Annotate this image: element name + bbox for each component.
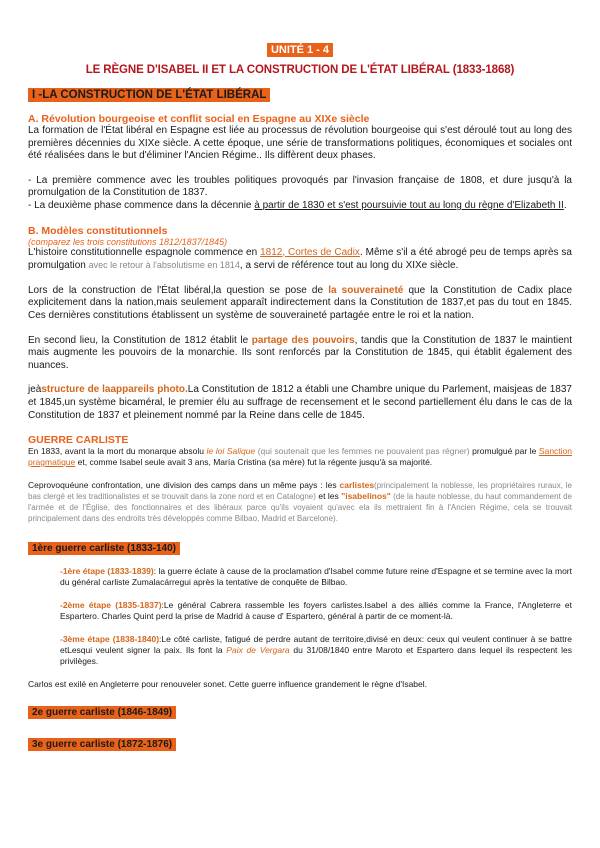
carlistes-term: carlistes	[339, 480, 375, 491]
cortes-cadix-link[interactable]: 1812, Cortes de Cadix	[260, 246, 360, 258]
subsection-b-paragraph-1: L'histoire constitutionnelle espagnole commence en 1812, Cortes de Cadix. Même s'il a été abrogé peu de temps après sa promulgation avec le retour à l'absolutisme en 1814, a servi de référence tout au long du XIXe siècle.	[28, 246, 572, 272]
section-heading-1: I -LA CONSTRUCTION DE L'ÉTAT LIBÉRAL	[28, 88, 270, 102]
isabelinos-term: "isabelinos"	[341, 491, 391, 502]
subsection-b-paragraph-4: jeàstructure de laappareils photo.La Constitution de 1812 a établi une Chambre unique du Parlement, maisjeas de 1837 et 1845,un système bicaméral, le premier élu au suffrage de recensement et le second partiellement élu dans le cas de la Constitution de 1837 et pleinement nommé par la Reine dans celle de 1845.	[28, 384, 572, 421]
stage-3: -3ème étape (1838-1840):Le côté carliste, fatigué de perdre autant de territoire,divisé en deux: ceux qui veulent continuer à se battre etLesqui veulent signer la paix. Ils font la Paix de Vergara du 31/08/1840 entre Maroto et Espartero dans lequel ils respectent les privilèges.	[60, 634, 573, 667]
souverainete-term: la souveraineté	[328, 284, 404, 296]
document-page	[28, 40, 572, 752]
subsection-a-phase-1: - La première commence avec les troubles politiques provoqués par l'invasion française de 1808, et dure jusqu'à la promulgation de la Constitution de 1837.	[28, 174, 572, 199]
phase-2-underlined: à partir de 1830 et s'est poursuivie tout au long du règne d'Elizabeth II	[254, 199, 564, 211]
structure-term: structure de laappareils photo.	[41, 384, 188, 396]
subsection-b-hint: (comparez les trois constitutions 1812/1837/1845)	[28, 236, 228, 247]
first-carlist-war-heading: 1ère guerre carliste (1833-140)	[28, 542, 180, 555]
carlist-paragraph-1: En 1833, avant la la mort du monarque absolu le loi Salique (qui soutenait que les femmes ne pouvaient pas régner) promulgué par le Sanction pragmatique et, comme Isabel seule avait 3 ans, María Cristina (sa mère) fut la régente jusqu'à sa majorité.	[28, 446, 573, 468]
unit-label: UNITÉ 1 - 4	[267, 43, 333, 57]
carlist-heading: GUERRE CARLISTE	[28, 434, 129, 447]
stage-1: -1ère étape (1833-1839): la guerre éclate à cause de la proclamation d'Isabel comme future reine d'Espagne et se termine avec la mort du général carliste Zumalacárregui après la tentative de conquête de Bilbao.	[60, 566, 572, 588]
stage-2: -2ème étape (1835-1837):Le général Cabrera rassemble les foyers carlistes.Isabel a des alliés comme la France, l'Angleterre et Espartero. Charles Quint perd la prise de Madrid à cause d' Espartero, général à partir de ce moment-là.	[60, 600, 572, 622]
document-title: LE RÈGNE D'ISABEL II ET LA CONSTRUCTION DE L'ÉTAT LIBÉRAL (1833-1868)	[85, 64, 515, 76]
subsection-a-heading: A. Révolution bourgeoise et conflit social en Espagne au XIXe siècle	[28, 113, 370, 125]
third-carlist-war-heading: 3e guerre carliste (1872-1876)	[28, 738, 176, 751]
exile-paragraph: Carlos est exilé en Angleterre pour renouveler sonet. Cette guerre influence grandement le règne d'Isabel.	[28, 679, 428, 690]
subsection-a-paragraph-1: La formation de l'État libéral en Espagne est liée au processus de révolution bourgeoise qui s'est déroulé tout au long des premières décennies du XIXe siècle. A cette époque, une série de transformations politiques, économiques et sociales ont été réalisées dans le but d'éliminer l'Ancien Régime.. Ils diffèrent deux phases.	[28, 125, 572, 162]
subsection-b-paragraph-2: Lors de la construction de l'État libéral,la question se pose de la souveraineté que la Constitution de Cadix place explicitement dans la nation,mais seulement apparaît indirectement dans la Constitution de 1837,et pas du tout en 1845. Ces dernières constitutions établissent un système de souveraineté partagée entre le roi et la nation.	[28, 284, 573, 321]
subsection-a-phase-2: - La deuxième phase commence dans la décennie à partir de 1830 et s'est poursuivie tout au long du règne d'Elizabeth II.	[28, 199, 567, 211]
carlist-paragraph-2: Ceprovoquéune confrontation, une division des camps dans un même pays : les carlistes(principalement la noblesse, les propriétaires ruraux, le bas clergé et les traditionalistes et se trouvait dans la zone nord et en Catalogne) et les "isabelinos" (de la haute noblesse, du haut commandement de l'armée et de l'Église, des fonctionnaires et des libéraux parce qu'ils voyaient qu'avec ela ils mettraient fin à l'Ancien Régime, cela se trouvait principalement dans des endroits très développés comme Bilbao, Madrid et Barcelone).	[28, 480, 573, 524]
second-carlist-war-heading: 2e guerre carliste (1846-1849)	[28, 706, 176, 719]
subsection-b-paragraph-3: En second lieu, la Constitution de 1812 établit le partage des pouvoirs, tandis que la Constitution de 1837 le maintient mais augmente les pouvoirs de la monarchie. Ils sont renforcés par la Constitution de 1845, qui établit également des nuances.	[28, 334, 572, 371]
partage-pouvoirs-term: partage des pouvoirs	[251, 334, 355, 346]
sanction-pragmatique-link[interactable]: Sanction pragmatique	[28, 446, 573, 468]
subsection-b-heading: B. Modèles constitutionnels	[28, 224, 168, 237]
